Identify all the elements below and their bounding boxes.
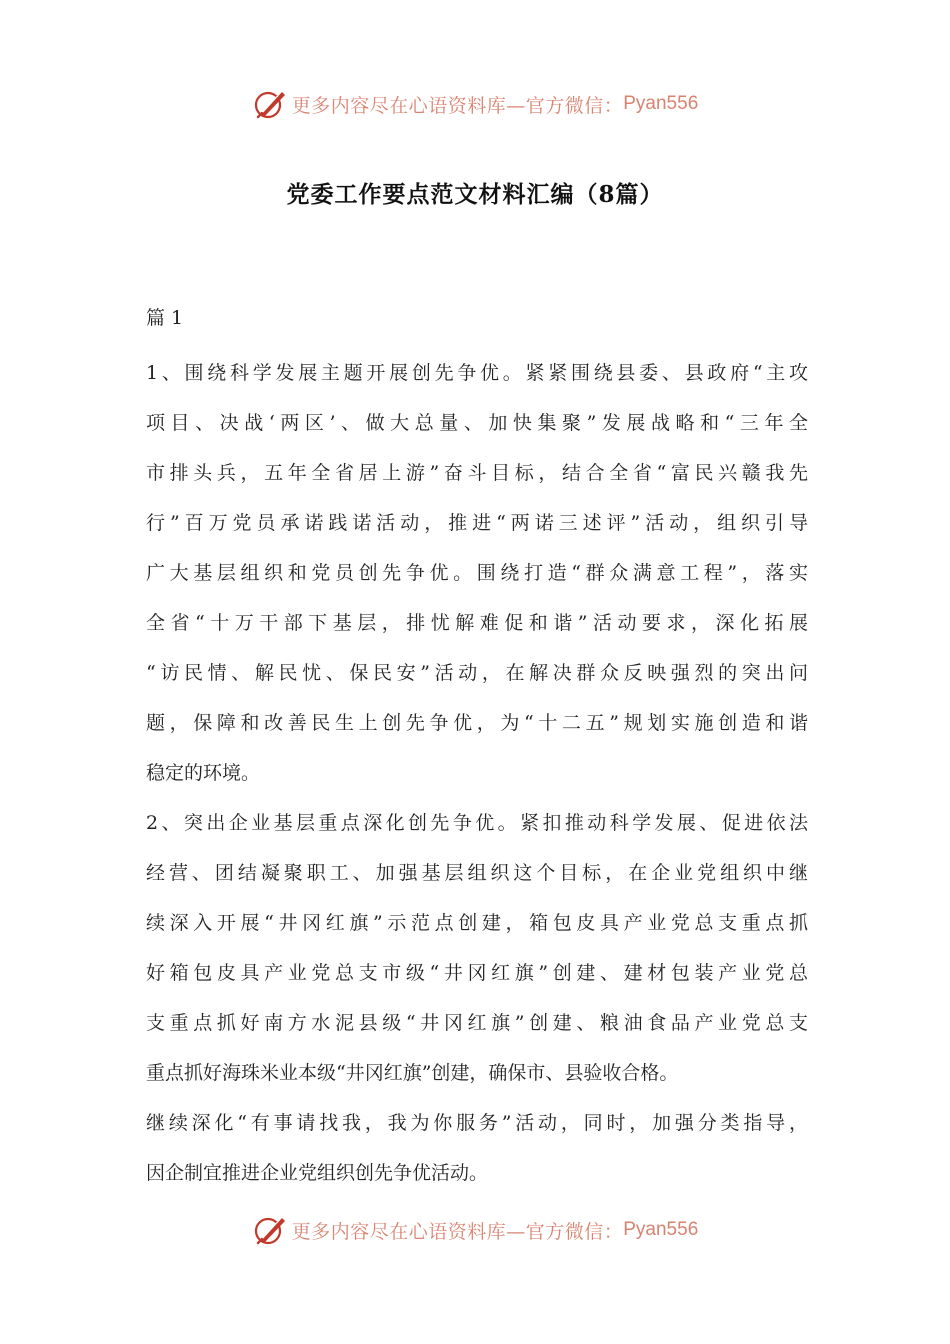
- paragraph-line: 经营、团结凝聚职工、加强基层组织这个目标，在企业党组织中继: [146, 862, 808, 884]
- quill-logo-icon: [252, 1212, 288, 1248]
- paragraph-line: 市排头兵，五年全省居上游”奋斗目标，结合全省“富民兴赣我先: [146, 462, 808, 484]
- paragraph-2: [146, 798, 808, 1198]
- paragraph-line: 行”百万党员承诺践诺活动，推进“两诺三述评”活动，组织引导: [146, 512, 808, 534]
- paragraph-line: 题，保障和改善民生上创先争优，为“十二五”规划实施创造和谐: [146, 712, 808, 734]
- document-body: [146, 298, 808, 1198]
- watermark-banner-bottom: [0, 1210, 950, 1250]
- paragraph-line: 因企制宜推进企业党组织创先争优活动。: [146, 1162, 489, 1184]
- section-label: 篇 1: [146, 307, 184, 329]
- paragraph-line: 继续深化“有事请找我，我为你服务”活动，同时，加强分类指导，: [146, 1112, 808, 1134]
- paragraph-line: 支重点抓好南方水泥县级“井冈红旗”创建、粮油食品产业党总支: [146, 1012, 808, 1034]
- document-title: 党委工作要点范文材料汇编（8篇）: [286, 181, 664, 208]
- paragraph-line: 全省“十万干部下基层，排忧解难促和谐”活动要求，深化拓展: [146, 612, 808, 634]
- watermark-text: 更多内容尽在心语资料库—官方微信：: [291, 94, 624, 117]
- paragraph-line: 1、围绕科学发展主题开展创先争优。紧紧围绕县委、县政府“主攻: [146, 362, 808, 384]
- watermark-text: 更多内容尽在心语资料库—官方微信：: [291, 1220, 624, 1243]
- watermark-wechat-id: Pyan556: [623, 1219, 699, 1240]
- paragraph-line: 广大基层组织和党员创先争优。围绕打造“群众满意工程”，落实: [146, 562, 808, 584]
- paragraph-line: 好箱包皮具产业党总支市级“井冈红旗”创建、建材包装产业党总: [146, 962, 808, 984]
- watermark-banner-top: [0, 84, 950, 124]
- paragraph-1: [146, 348, 808, 798]
- paragraph-line: 稳定的环境。: [146, 762, 261, 784]
- paragraph-line: 续深入开展“井冈红旗”示范点创建，箱包皮具产业党总支重点抓: [146, 912, 808, 934]
- paragraph-line: 2、突出企业基层重点深化创先争优。紧扣推动科学发展、促进依法: [146, 812, 808, 834]
- watermark-wechat-id: Pyan556: [623, 93, 699, 114]
- quill-logo-icon: [252, 86, 288, 122]
- paragraph-line: 重点抓好海珠米业本级“井冈红旗”创建，确保市、县验收合格。: [146, 1062, 679, 1084]
- paragraph-line: 项目、决战‘两区’、做大总量、加快集聚”发展战略和“三年全: [146, 412, 808, 434]
- paragraph-line: “访民情、解民忧、保民安”活动，在解决群众反映强烈的突出问: [146, 662, 808, 684]
